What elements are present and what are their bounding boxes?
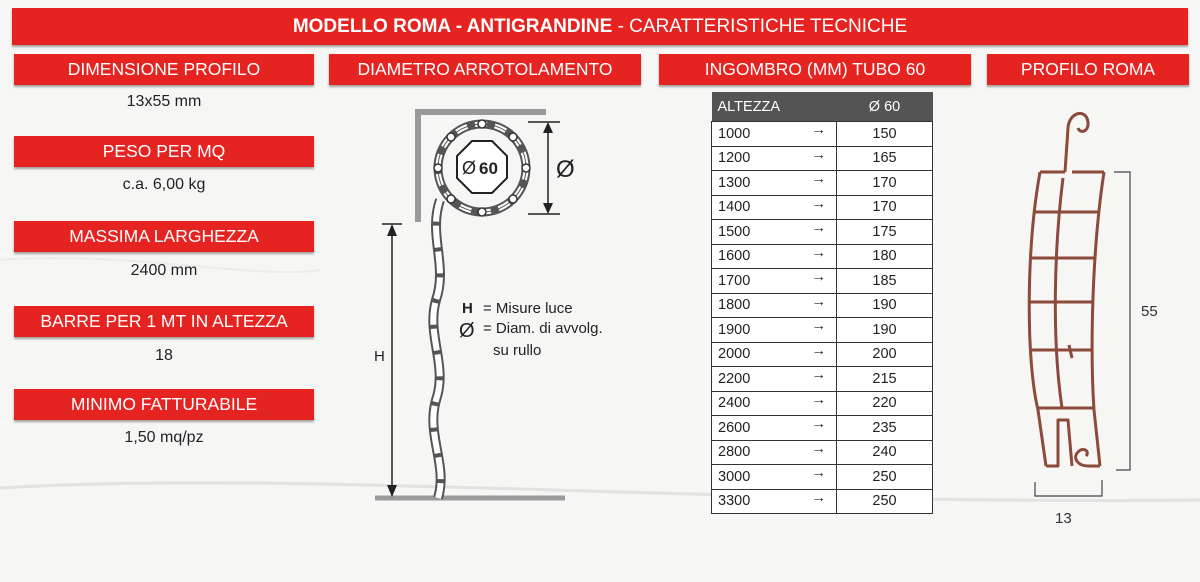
ingombro-value: 165 (837, 146, 933, 171)
width-dimension-line (1035, 480, 1102, 496)
ingombro-value: 190 (837, 293, 933, 318)
ingombro-table (711, 92, 933, 514)
ingombro-value: 180 (837, 244, 933, 269)
table-header-altezza: ALTEZZA (712, 92, 837, 122)
arrow-icon: → (811, 195, 826, 212)
page-title (12, 8, 1188, 45)
table-row (712, 318, 933, 343)
diam-symbol: Ø (556, 156, 575, 183)
ingombro-value: 190 (837, 318, 933, 343)
legend-h-letter: H (462, 300, 473, 317)
altezza-cell (712, 122, 837, 147)
table-header-row (712, 92, 933, 122)
altezza-value: 2200 (718, 370, 751, 387)
legend-h-text: = Misure luce (483, 300, 573, 317)
ingombro-value: 215 (837, 367, 933, 392)
table-row (712, 367, 933, 392)
altezza-value: 1300 (718, 174, 751, 191)
arrow-icon: → (811, 416, 826, 432)
h-letter: H (374, 348, 385, 365)
table-row (712, 293, 933, 318)
width-dimension-label: 13 (1055, 510, 1072, 527)
table-row (712, 416, 933, 441)
table-row (712, 465, 933, 490)
arrow-icon: → (811, 440, 826, 457)
arrow-icon: → (811, 342, 826, 359)
ingombro-value: 185 (837, 269, 933, 294)
altezza-value: 1500 (718, 223, 751, 240)
ingombro-value: 150 (837, 122, 933, 147)
spec-value-minimo: 1,50 mq/pz (124, 429, 204, 446)
table-row (712, 489, 933, 514)
arrow-icon: → (811, 293, 826, 310)
legend-diam-text-1: = Diam. di avvolg. (483, 320, 603, 337)
ingombro-value: 240 (837, 440, 933, 465)
spec-label-barre: BARRE PER 1 MT IN ALTEZZA (14, 306, 314, 337)
legend-diam-symbol: Ø (459, 320, 475, 342)
table-header-diam60: Ø 60 (837, 92, 933, 122)
altezza-cell (712, 416, 837, 441)
altezza-cell (712, 318, 837, 343)
ingombro-value: 200 (837, 342, 933, 367)
altezza-cell (712, 391, 837, 416)
altezza-cell (712, 440, 837, 465)
col-header-diametro: DIAMETRO ARROTOLAMENTO (329, 54, 641, 85)
spec-value-dimensione: 13x55 mm (126, 93, 202, 110)
altezza-cell (712, 342, 837, 367)
table-row (712, 391, 933, 416)
profile-shape (1029, 113, 1104, 466)
altezza-cell (712, 195, 837, 220)
altezza-value: 1800 (718, 297, 751, 314)
title-rest: - CARATTERISTICHE TECNICHE (617, 16, 908, 37)
altezza-value: 1900 (718, 321, 751, 338)
winding-diagram (360, 100, 640, 510)
altezza-value: 2800 (718, 444, 751, 461)
spec-label-peso: PESO PER MQ (14, 136, 314, 167)
spec-value-peso: c.a. 6,00 kg (122, 176, 206, 193)
arrow-icon: → (811, 171, 826, 187)
col-header-profilo: PROFILO ROMA (987, 54, 1189, 85)
table-row (712, 269, 933, 294)
ingombro-value: 235 (837, 416, 933, 441)
table-row (712, 244, 933, 269)
height-dimension-label: 55 (1141, 303, 1158, 320)
legend-diam-text-2: su rullo (493, 342, 542, 359)
arrow-icon: → (811, 489, 826, 506)
ingombro-value: 170 (837, 171, 933, 196)
tube-diam-symbol: Ø (462, 158, 477, 178)
arrow-icon: → (811, 146, 826, 163)
altezza-value: 3300 (718, 493, 751, 510)
ingombro-value: 170 (837, 195, 933, 220)
arrow-icon: → (811, 367, 826, 383)
altezza-value: 1600 (718, 248, 751, 265)
arrow-icon: → (811, 122, 826, 138)
altezza-cell (712, 489, 837, 514)
altezza-cell (712, 146, 837, 171)
table-row (712, 220, 933, 245)
col-header-dimensione: DIMENSIONE PROFILO (14, 54, 314, 85)
altezza-value: 1400 (718, 199, 751, 216)
ingombro-value: 220 (837, 391, 933, 416)
table-row (712, 122, 933, 147)
altezza-value: 1200 (718, 150, 751, 167)
ingombro-value: 175 (837, 220, 933, 245)
ingombro-value: 250 (837, 489, 933, 514)
altezza-value: 2000 (718, 346, 751, 363)
table-row (712, 342, 933, 367)
spec-label-minimo: MINIMO FATTURABILE (14, 389, 314, 420)
profile-drawing (1000, 92, 1190, 532)
arrow-icon: → (811, 244, 826, 261)
table-row (712, 171, 933, 196)
altezza-value: 1000 (718, 125, 751, 142)
altezza-value: 1700 (718, 272, 751, 289)
spec-label-larghezza: MASSIMA LARGHEZZA (14, 221, 314, 252)
tube-label: 60 (479, 159, 498, 178)
altezza-cell (712, 171, 837, 196)
spec-value-barre: 18 (155, 347, 173, 364)
altezza-cell (712, 269, 837, 294)
altezza-value: 2600 (718, 419, 751, 436)
arrow-icon: → (811, 269, 826, 285)
table-row (712, 440, 933, 465)
arrow-icon: → (811, 465, 826, 481)
altezza-cell (712, 465, 837, 490)
arrow-icon: → (811, 318, 826, 334)
table-body (712, 122, 933, 514)
altezza-cell (712, 244, 837, 269)
arrow-icon: → (811, 220, 826, 236)
altezza-value: 2400 (718, 395, 751, 412)
arrow-icon: → (811, 391, 826, 408)
altezza-cell (712, 220, 837, 245)
title-bold: MODELLO ROMA - ANTIGRANDINE (292, 16, 613, 37)
col-header-ingombro: INGOMBRO (MM) TUBO 60 (659, 54, 971, 85)
altezza-cell (712, 293, 837, 318)
altezza-value: 3000 (718, 468, 751, 485)
spec-value-larghezza: 2400 mm (130, 262, 198, 279)
table-row (712, 146, 933, 171)
ingombro-value: 250 (837, 465, 933, 490)
height-dimension-line (1114, 172, 1130, 470)
table-row (712, 195, 933, 220)
altezza-cell (712, 367, 837, 392)
